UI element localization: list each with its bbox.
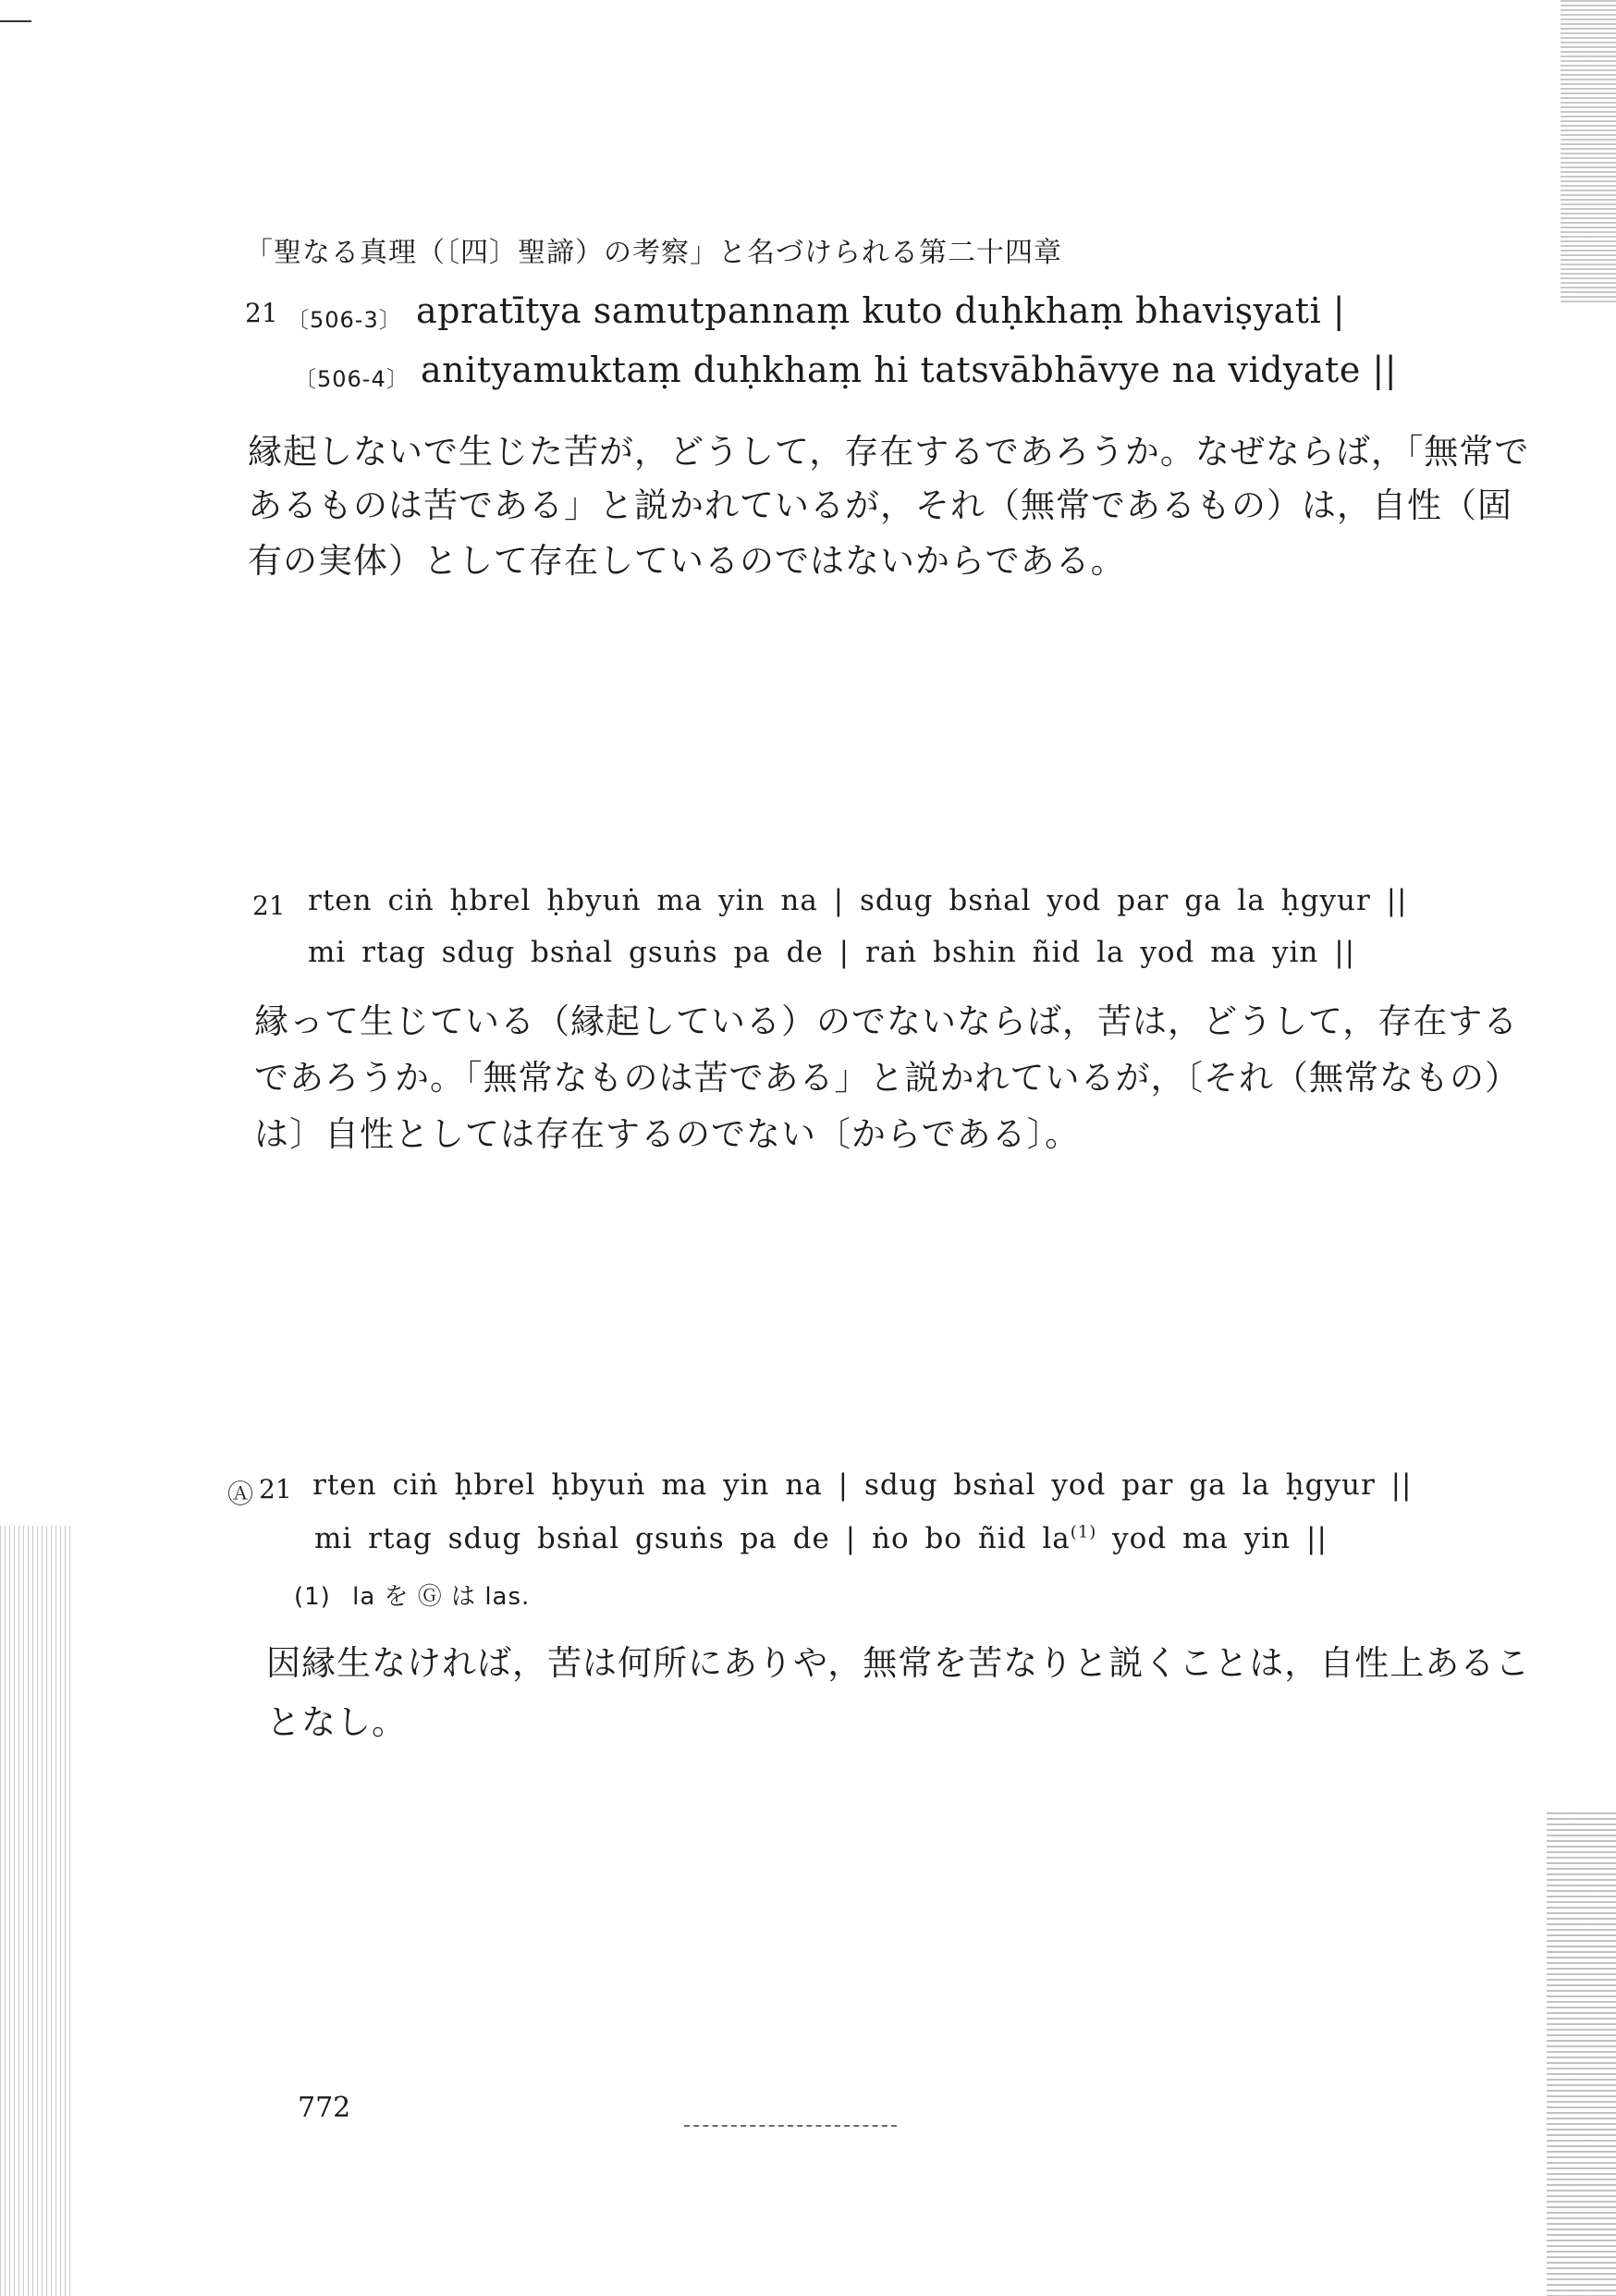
akutobhaya-verse-number: 21 bbox=[259, 1474, 292, 1504]
scan-right-edge-noise bbox=[1561, 0, 1616, 305]
akutobhaya-translation-line: となし。 bbox=[266, 1702, 407, 1742]
page-number: 772 bbox=[298, 2092, 351, 2124]
sanskrit-translation-line: 有の実体）として存在しているのではないからである。 bbox=[248, 541, 1126, 581]
footnote-text: la を Ⓖ は las. bbox=[352, 1583, 531, 1611]
akutobhaya-line1: rten ciṅ ḥbrel ḥbyuṅ ma yin na | sdug bsṅal yod par ga la ḥgyur || bbox=[312, 1468, 1413, 1502]
sanskrit-line1: apratītya samutpannaṃ kuto duḥkhaṃ bhaviṣyati | bbox=[416, 290, 1346, 331]
akutobhaya-line2 bbox=[314, 1522, 1328, 1555]
sanskrit-line2: anityamuktaṃ duḥkhaṃ hi tatsvābhāvye na vidyate || bbox=[421, 350, 1397, 390]
tibetan-translation-line: は〕自性としては存在するのでない〔からである〕。 bbox=[254, 1114, 1081, 1154]
tibetan-translation-line: であろうか。「無常なものは苦である」と説かれているが，〔それ（無常なもの） bbox=[254, 1058, 1520, 1098]
scan-left-edge-noise bbox=[0, 1526, 74, 2296]
sanskrit-verse-number: 21 bbox=[245, 298, 278, 328]
tibetan-line2: mi rtag sdug bsṅal gsuṅs pa de | raṅ bshin ñid la yod ma yin || bbox=[308, 936, 1356, 969]
sanskrit-line2-ref: 〔506-4〕 bbox=[294, 366, 410, 392]
footnote-number: (1) bbox=[294, 1583, 331, 1611]
chapter-heading: 「聖なる真理（〔四〕聖諦）の考察」と名づけられる第二十四章 bbox=[245, 237, 1062, 269]
sanskrit-translation-line: あるものは苦である」と説かれているが，それ（無常であるもの）は，自性（固 bbox=[248, 485, 1512, 525]
scan-edge-mark bbox=[0, 20, 31, 22]
akutobhaya-line2-after-note: yod ma yin || bbox=[1096, 1522, 1328, 1555]
akutobhaya-marker: Ⓐ bbox=[227, 1479, 254, 1509]
tibetan-translation-line: 縁って生じている（縁起している）のでないならば，苦は，どうして，存在する bbox=[254, 1001, 1519, 1041]
footnote-reference: (1) bbox=[1070, 1522, 1097, 1542]
akutobhaya-translation-line: 因縁生なければ，苦は何所にありや，無常を苦なりと説くことは，自性上あるこ bbox=[266, 1643, 1531, 1683]
sanskrit-line1-ref: 〔506-3〕 bbox=[287, 307, 402, 333]
scan-bottom-dash-line bbox=[684, 2125, 897, 2127]
akutobhaya-line2-before-note: mi rtag sdug bsṅal gsuṅs pa de | ṅo bo ñid la bbox=[314, 1522, 1071, 1555]
footnote bbox=[294, 1578, 530, 1612]
tibetan-verse-number: 21 bbox=[252, 890, 286, 921]
sanskrit-translation-line: 縁起しないで生じた苦が，どうして，存在するであろうか。なぜならば，「無常で bbox=[248, 432, 1530, 472]
scan-right-edge-noise-lower bbox=[1547, 1812, 1616, 2296]
tibetan-line1: rten ciṅ ḥbrel ḥbyuṅ ma yin na | sdug bsṅal yod par ga la ḥgyur || bbox=[308, 884, 1408, 917]
